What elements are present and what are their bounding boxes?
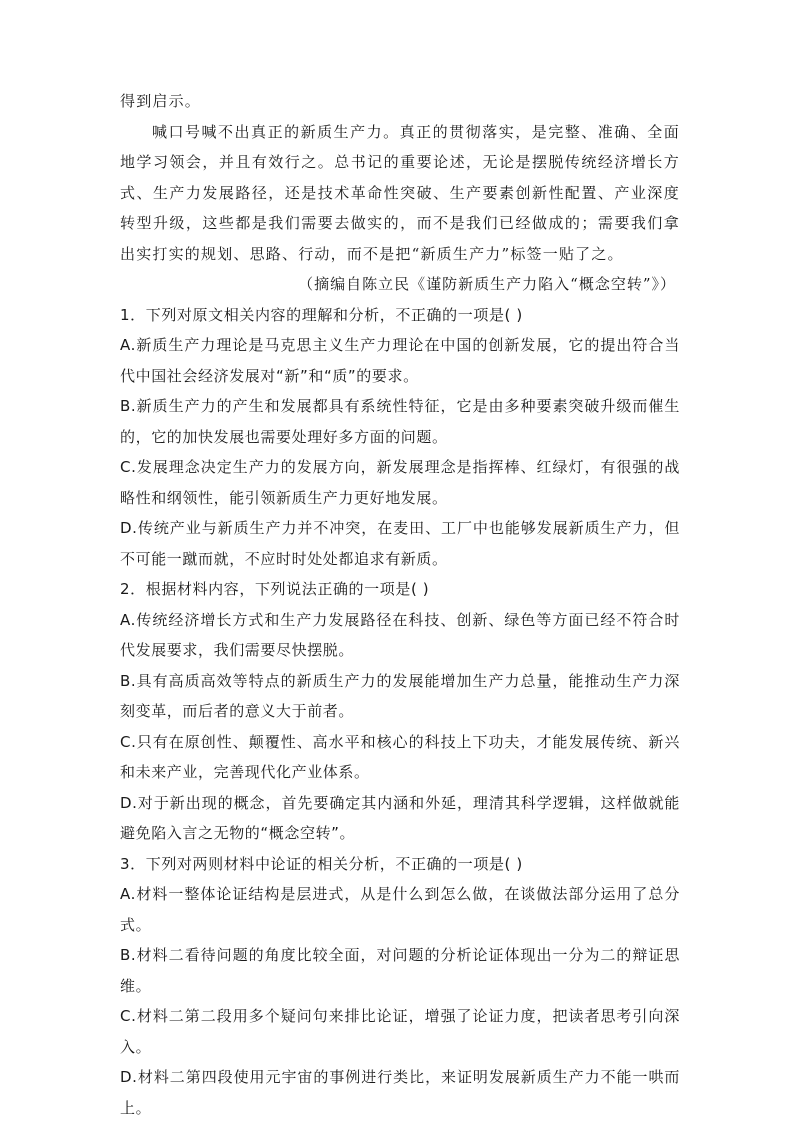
question-stem: 3．下列对两则材料中论证的相关分析，不正确的一项是( ) [120,854,523,873]
option-a: A.材料一整体论证结构是层进式，从是什么到怎么做，在谈做法部分运用了总分式。 [120,885,680,934]
question-1 [120,300,680,575]
question-2 [120,574,680,849]
document-content [120,86,680,1123]
question-3 [120,849,680,1123]
option-d: D.材料二第四段使用元宇宙的事例进行类比，来证明发展新质生产力不能一哄而上。 [120,1068,680,1117]
option-b: B.材料二看待问题的角度比较全面，对问题的分析论证体现出一分为二的辩证思维。 [120,946,680,995]
option-c: C.只有在原创性、颠覆性、高水平和核心的科技上下功夫，才能发展传统、新兴和未来产业，完善现代化产业体系。 [120,732,680,781]
option-a: A.新质生产力理论是马克思主义生产力理论在中国的创新发展，它的提出符合当代中国社会经济发展对“新”和“质”的要求。 [120,336,680,385]
question-stem: 1．下列对原文相关内容的理解和分析，不正确的一项是( ) [120,305,523,324]
passage-paragraph: 喊口号喊不出真正的新质生产力。真正的贯彻落实，是完整、准确、全面地学习领会，并且有效行之。总书记的重要论述，无论是摆脱传统经济增长方式、生产力发展路径，还是技术革命性突破、生产要素创新性配置、产业深度转型升级，这些都是我们需要去做实的，而不是我们已经做成的；需要我们拿出实打实的规划、思路、行动，而不是把“新质生产力”标签一贴了之。 [120,122,680,263]
passage-citation: （摘编自陈立民《谨防新质生产力陷入“概念空转”》） [298,275,676,293]
passage-paragraph-continuation: 得到启示。 [120,92,202,110]
option-a: A.传统经济增长方式和生产力发展路径在科技、创新、绿色等方面已经不符合时代发展要求，我们需要尽快摆脱。 [120,610,680,659]
option-d: D.传统产业与新质生产力并不冲突，在麦田、工厂中也能够发展新质生产力，但不可能一蹴而就，不应时时处处都追求有新质。 [120,519,680,568]
option-b: B.具有高质高效等特点的新质生产力的发展能增加生产力总量，能推动生产力深刻变革，而后者的意义大于前者。 [120,671,680,720]
option-d: D.对于新出现的概念，首先要确定其内涵和外延，理清其科学逻辑，这样做就能避免陷入言之无物的“概念空转”。 [120,793,680,842]
option-c: C.材料二第二段用多个疑问句来排比论证，增强了论证力度，把读者思考引向深入。 [120,1007,680,1056]
option-c: C.发展理念决定生产力的发展方向，新发展理念是指挥棒、红绿灯，有很强的战略性和纲领性，能引领新质生产力更好地发展。 [120,458,680,507]
option-b: B.新质生产力的产生和发展都具有系统性特征，它是由多种要素突破升级而催生的，它的加快发展也需要处理好多方面的问题。 [120,397,680,446]
reading-passage [120,86,680,300]
question-stem: 2．根据材料内容，下列说法正确的一项是( ) [120,580,430,598]
